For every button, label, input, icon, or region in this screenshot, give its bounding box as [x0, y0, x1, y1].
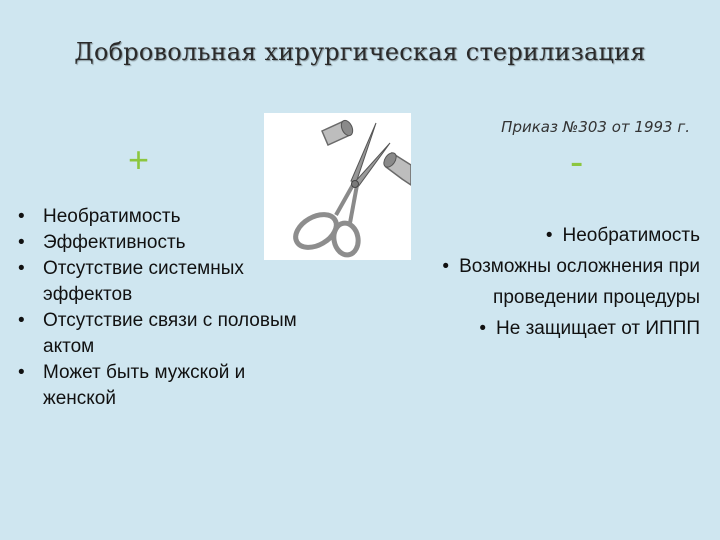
list-item: • Необратимость — [545, 225, 700, 246]
list-item-text: Необратимость — [562, 225, 700, 246]
list-item: • Эффективность — [18, 230, 318, 256]
list-item: • Необратимость — [18, 204, 318, 230]
cons-list — [390, 220, 700, 344]
minus-sign: - — [570, 140, 584, 184]
slide-title: Добровольная хирургическая стерилизация — [74, 38, 646, 66]
plus-sign: + — [128, 139, 150, 180]
list-item: • Отсутствие системных эффектов — [18, 256, 318, 308]
order-note: Приказ №303 от 1993 г. — [501, 118, 690, 136]
list-item: • Возможны осложнения при проведении процедуры — [442, 256, 700, 308]
pros-list — [18, 204, 318, 412]
list-item: • Не защищает от ИППП — [479, 318, 700, 339]
list-item-text: Не защищает от ИППП — [496, 318, 700, 339]
list-item-text: Возможны осложнения при проведении процедуры — [459, 256, 700, 308]
list-item: • Отсутствие связи с половым актом — [18, 308, 318, 360]
list-item: • Может быть мужской и женской — [18, 360, 318, 412]
